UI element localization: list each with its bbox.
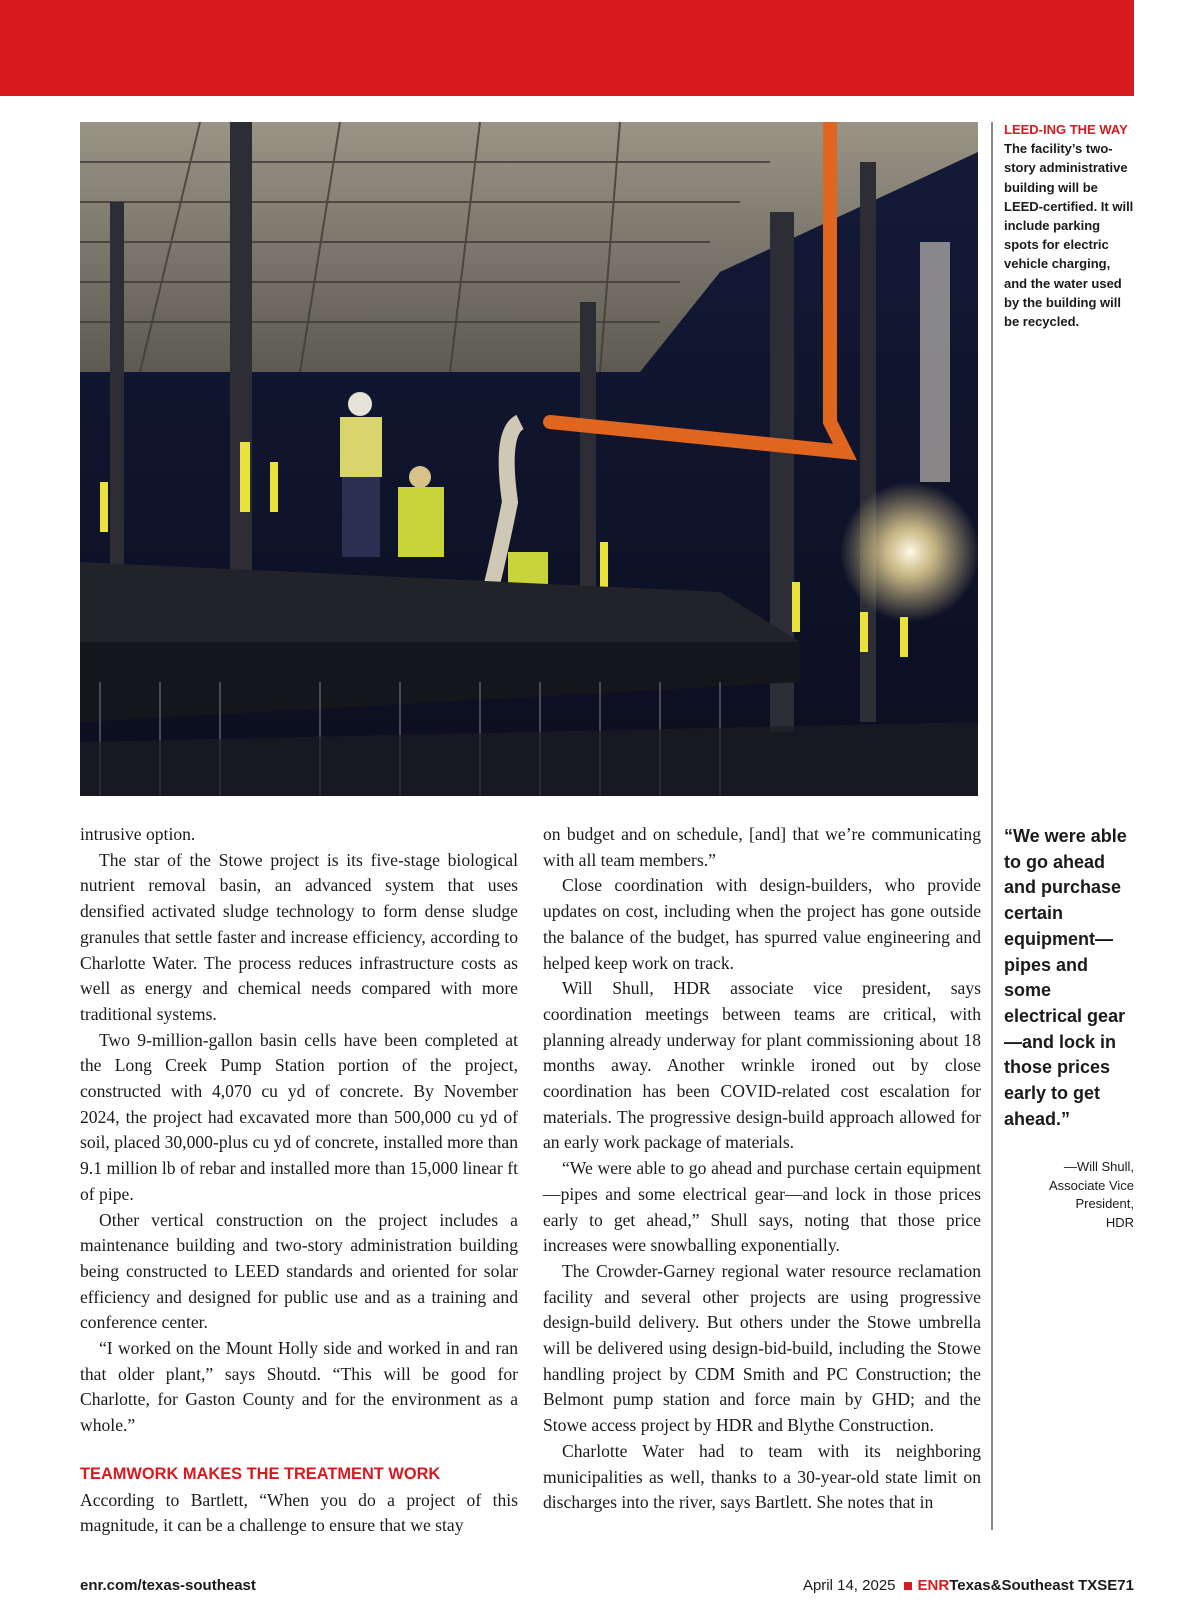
caption-text: The facility’s two-story administrative building will be LEED-certified. It will include parking spots for electric vehicle charging, and the water used by the building will be recycled. <box>1004 141 1134 330</box>
attribution-line: President, <box>1075 1196 1134 1211</box>
top-color-band <box>0 0 1134 96</box>
sidebar-rule <box>991 122 993 1530</box>
article-column-right <box>543 822 981 1516</box>
pull-quote: “We were able to go ahead and purchase certain equipment—pipes and some electrical gear—and lock in those prices early to get ahead.” <box>1004 826 1127 1129</box>
body-paragraph: According to Bartlett, “When you do a project of this magnitude, it can be a challenge to ensure that we stay <box>80 1489 518 1536</box>
photo-caption <box>1004 120 1134 331</box>
pull-quote-attribution <box>1004 1158 1134 1232</box>
body-paragraph: The star of the Stowe project is its five-stage biological nutrient removal basin, an advanced system that uses densified activated sludge technology to form dense sludge granules that settle faster and increase efficiency, according to Charlotte Water. The process reduces infrastructure costs as well as energy and chemical needs compared with more traditional systems. <box>80 849 518 1024</box>
body-paragraph: “I worked on the Mount Holly side and worked in and ran that older plant,” says Shoutd. “This will be good for Charlotte, for Gaston County and for the environment as a whole.” <box>80 1338 518 1436</box>
page-number: TXSE71 <box>1078 1577 1134 1594</box>
section-subhead: TEAMWORK MAKES THE TREATMENT WORK <box>80 1464 441 1483</box>
construction-photo-illustration <box>80 122 978 796</box>
square-bullet-icon <box>904 1582 912 1590</box>
body-paragraph: on budget and on schedule, [and] that we’re communicating with all team members.” <box>543 824 981 870</box>
body-paragraph: Other vertical construction on the project includes a maintenance building and two-story administration building being constructed to LEED standards and oriented for solar efficiency and designed for public use and as a training and conference center. <box>80 1209 518 1333</box>
footer-folio <box>803 1577 1134 1595</box>
body-paragraph: Will Shull, HDR associate vice president, says coordination meetings between teams are critical, with planning already underway for plant commissioning about 18 months away. Another wrinkle ironed out by close coordination has been COVID-related cost escalation for materials. The progressive design-build approach allowed for an early work package of materials. <box>543 978 981 1153</box>
brand-logo-text: ENR <box>917 1577 950 1594</box>
article-column-left <box>80 822 518 1539</box>
issue-date: April 14, 2025 <box>802 1577 896 1594</box>
attribution-line: Associate Vice <box>1048 1177 1134 1193</box>
body-paragraph: intrusive option. <box>80 824 196 844</box>
footer-url[interactable]: enr.com/texas-southeast <box>80 1577 256 1594</box>
caption-kicker: LEED-ING THE WAY <box>1004 122 1128 137</box>
attribution-line: HDR <box>1105 1214 1134 1230</box>
edition-name: Texas&Southeast <box>949 1577 1074 1594</box>
body-paragraph: Charlotte Water had to team with its neighboring municipalities as well, thanks to a 30-year-old state limit on discharges into the river, says Bartlett. She notes that in <box>543 1440 981 1513</box>
construction-photo <box>80 122 978 796</box>
body-paragraph: Close coordination with design-builders, who provide updates on cost, including when the project has gone outside the balance of the budget, has spurred value engineering and helped keep work on track. <box>543 875 981 973</box>
body-paragraph: “We were able to go ahead and purchase certain equipment—pipes and some electrical gear—and lock in those prices early to get ahead,” Shull says, noting that those price increases were snowballing exponentially. <box>543 1158 981 1256</box>
body-paragraph: Two 9-million-gallon basin cells have been completed at the Long Creek Pump Station portion of the project, constructed with 4,070 cu yd of concrete. By November 2024, the project had excavated more than 500,000 cu yd of soil, placed 30,000-plus cu yd of concrete, installed more than 9.1 million lb of rebar and installed more than 15,000 linear ft of pipe. <box>80 1029 518 1204</box>
attribution-line: —Will Shull, <box>1063 1159 1134 1174</box>
body-paragraph: The Crowder-Garney regional water resource reclamation facility and several other projects are using progressive design-build delivery. But others under the Stowe umbrella will be delivered using design-bid-build, including the Stowe handling project by CDM Smith and PC Construction; the Belmont pump station and force main by GHD; and the Stowe access project by HDR and Blythe Construction. <box>543 1260 981 1436</box>
